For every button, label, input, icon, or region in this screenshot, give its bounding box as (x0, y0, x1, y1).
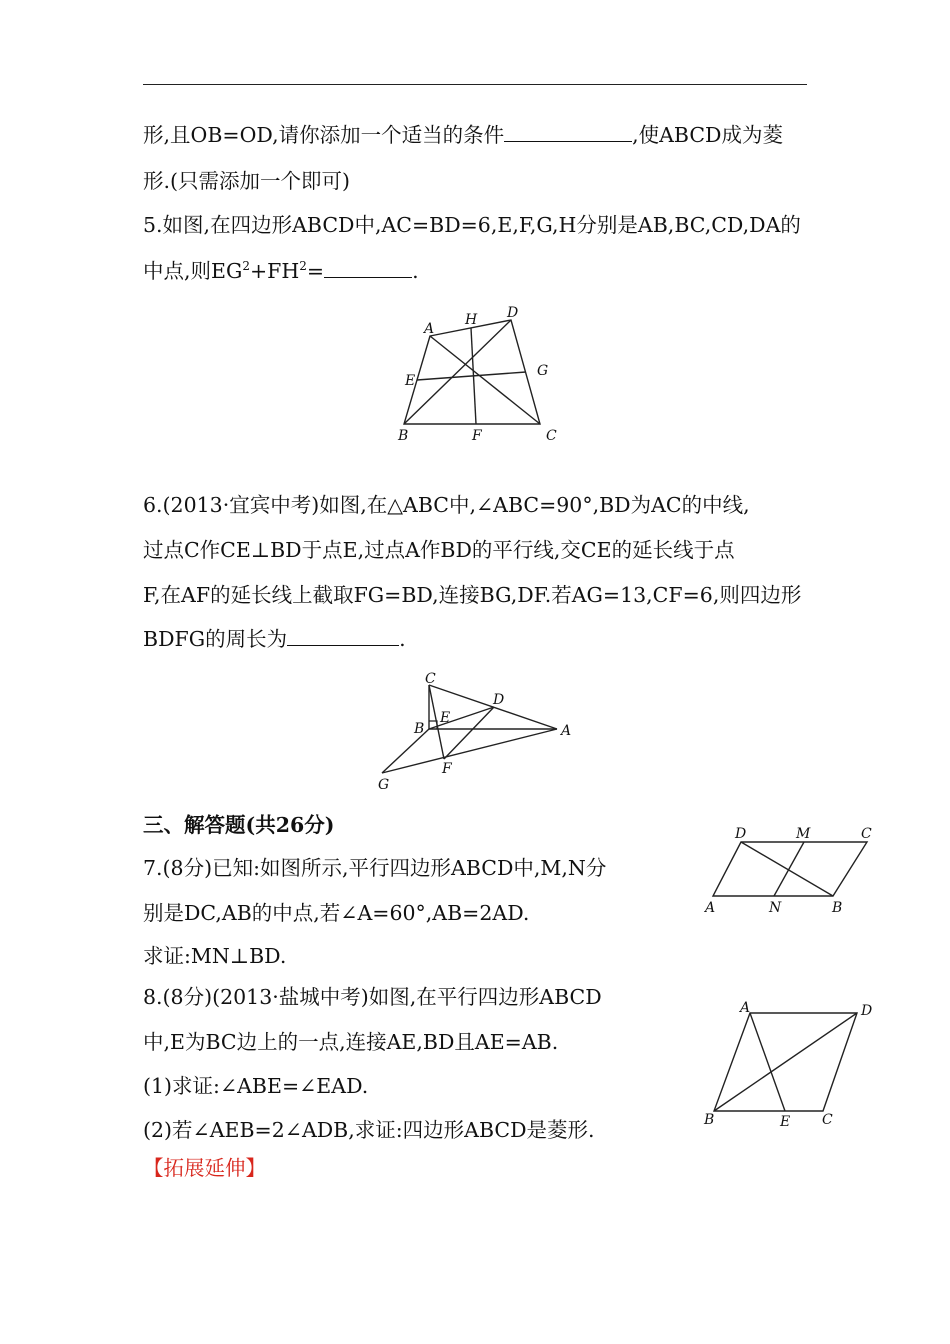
p8-line2: 中,E为BC边上的一点,连接AE,BD且AE=AB. (143, 1030, 559, 1054)
p8-line1: 8.(8分)(2013·盐城中考)如图,在平行四边形ABCD (143, 985, 602, 1009)
p5-line2: 中点,则$EG^2+FH^2=$ . (143, 259, 419, 283)
label-b: B (832, 900, 843, 916)
p6-line4: BDFG的周长为 . (143, 627, 406, 651)
p6-line2: 过点C作CE⊥BD于点E,过点A作BD的平行线,交CE的延长线于点 (143, 538, 735, 562)
label-e: E (780, 1114, 791, 1130)
label-a: A (705, 900, 716, 916)
label-c: C (822, 1112, 833, 1128)
label-h: H (465, 312, 478, 328)
label-g: G (378, 777, 390, 793)
extension-label: 【拓展延伸】 (143, 1156, 266, 1180)
label-e: E (440, 710, 451, 726)
p7-line2: 别是DC,AB的中点,若∠A=60°,AB=2AD. (143, 901, 530, 925)
p7-line1: 7.(8分)已知:如图所示,平行四边形ABCD中,M,N分 (143, 856, 607, 880)
label-a: A (561, 723, 572, 739)
label-f: F (472, 428, 482, 444)
label-c: C (425, 671, 436, 687)
label-d: D (861, 1003, 873, 1019)
p6-line3: F,在AF的延长线上截取FG=BD,连接BG,DF.若AG=13,CF=6,则四边形 (143, 583, 802, 607)
p4-line2: 形.(只需添加一个即可) (143, 169, 351, 193)
p8-line4: (2)若∠AEB=2∠ADB,求证:四边形ABCD是菱形. (143, 1118, 595, 1142)
label-d: D (735, 826, 747, 842)
label-d: D (507, 305, 519, 321)
label-d: D (493, 692, 505, 708)
label-b: B (414, 721, 425, 737)
section-heading: 三、解答题(共26分) (143, 813, 335, 837)
label-a: A (740, 1000, 751, 1016)
label-e: E (405, 373, 416, 389)
p4-line1: 形,且OB=OD,请你添加一个适当的条件 ,使ABCD成为菱 (143, 123, 783, 147)
p5-line1: 5.如图,在四边形ABCD中,AC=BD=6,E,F,G,H分别是AB,BC,CD,DA的 (143, 213, 801, 237)
label-n: N (769, 900, 782, 916)
seg-bd (714, 1013, 857, 1111)
label-g: G (537, 363, 549, 379)
p8-line3: (1)求证:∠ABE=∠EAD. (143, 1074, 369, 1098)
p7-line3: 求证:MN⊥BD. (143, 944, 287, 968)
label-c: C (861, 826, 872, 842)
p6-line1: 6.(2013·宜宾中考)如图,在△ABC中,∠ABC=90°,BD为AC的中线, (143, 493, 750, 517)
label-c: C (546, 428, 557, 444)
label-b: B (704, 1112, 715, 1128)
seg-ae (750, 1013, 785, 1111)
label-m: M (796, 826, 811, 842)
label-a: A (424, 321, 435, 337)
label-b: B (398, 428, 409, 444)
label-f: F (442, 761, 452, 777)
